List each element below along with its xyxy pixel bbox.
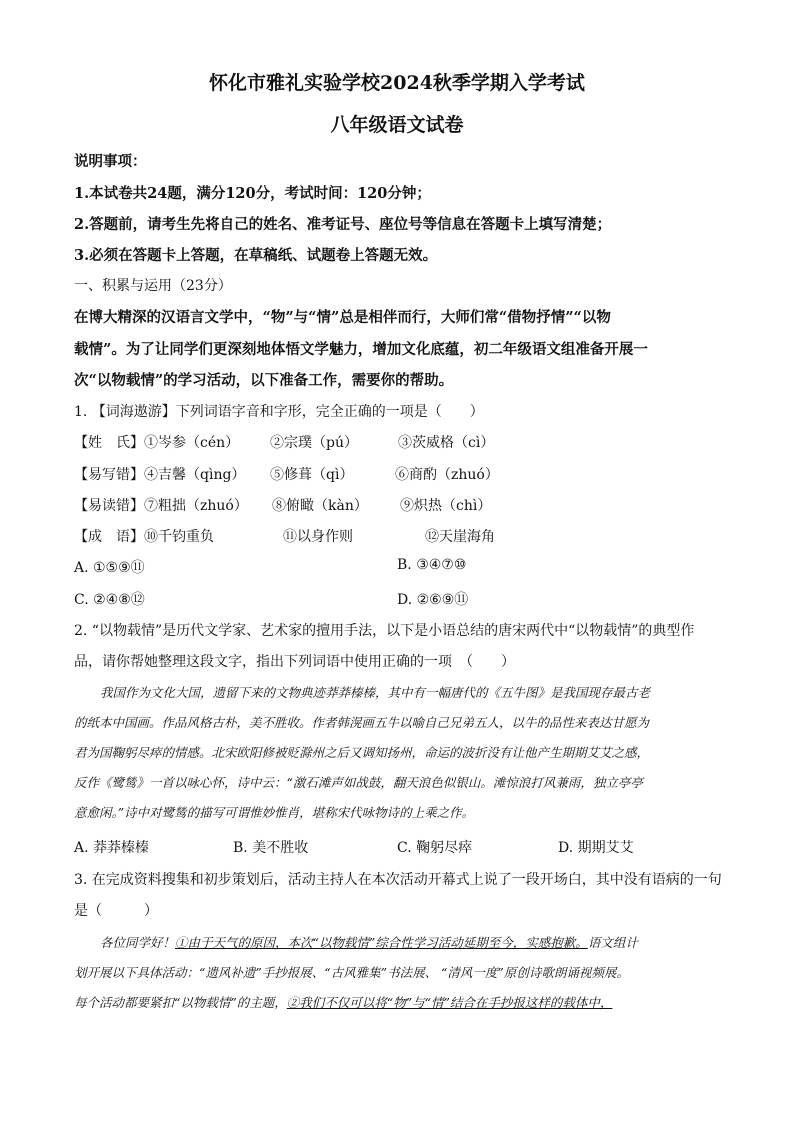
exam-title: 怀化市雅礼实验学校2024秋季学期入学考试: [209, 72, 585, 94]
exam-subtitle: 八年级语文试卷: [330, 114, 464, 136]
q2-passage-line: 我国作为文化大国，遗留下来的文物典迹莽莽榛榛，其中有一幅唐代的《五牛图》是我国现存最古老: [100, 685, 651, 700]
question-3-stem: 是（ ）: [74, 903, 158, 919]
section-intro-line: 在博大精深的汉语言文学中，“物”与“情”总是相伴而行，大师们常“借物抒情”“以物: [74, 309, 611, 326]
note-item: 3.必须在答题卡上答题，在草稿纸、试题卷上答题无效。: [74, 247, 438, 264]
note-item: 1.本试卷共24题，满分120分，考试时间：120分钟；: [74, 185, 431, 202]
question-3-stem: 3. 在完成资料搜集和初步策划后，活动主持人在本次活动开幕式上说了一段开场白，其中没有语病的一句: [74, 872, 722, 888]
q2-passage-line: 君为国鞠躬尽瘁的情感。北宋欧阳修被贬滁州之后又调知扬州，命运的波折没有让他产生期期艾艾之感，: [74, 745, 650, 760]
note-item: 2.答题前，请考生先将自己的姓名、准考证号、座位号等信息在答题卡上填写清楚；: [74, 216, 612, 233]
q1-item: ⑨炽热（chì）: [400, 498, 492, 514]
question-2-stem: 品，请你帮她整理这段文字，指出下列词语中使用正确的一项 （ ）: [74, 654, 515, 670]
q3-sentence-1: ①由于天气的原因，本次“以物载情”综合性学习活动延期至今，实感抱歉。: [175, 935, 588, 950]
q2-passage-line: 意愈闲。”诗中对鹭鸶的描写可谓惟妙惟肖，堪称宋代咏物诗的上乘之作。: [74, 805, 475, 820]
q1-option-b: B. ③④⑦⑩: [397, 557, 467, 573]
q1-item: ⑧俯瞰（kàn）: [272, 498, 368, 514]
section-heading: 一、积累与运用（23分）: [74, 278, 232, 294]
q1-item: 【易写错】④吉馨（qìng）: [74, 467, 246, 483]
q2-option-d: D. 期期艾艾: [558, 840, 634, 856]
q2-option-a: A. 莽莽榛榛: [74, 840, 150, 856]
q1-option-a: A. ①⑤⑨⑪: [74, 560, 145, 576]
question-1-stem: 1. 【词海遨游】下列词语字音和字形，完全正确的一项是（ ）: [74, 404, 484, 420]
q3-passage-line: [100, 933, 638, 951]
question-2-stem: 2. “以物载情”是历代文学家、艺术家的擅用手法，以下是小语总结的唐宋两代中“以物载情”的典型作: [74, 623, 695, 639]
q1-item: ⑥商酌（zhuó）: [395, 467, 499, 483]
q3-passage-text: 每个活动都要紧扣“以物载情”的主题，: [74, 995, 287, 1010]
q1-item: ⑪以身作则: [283, 529, 353, 545]
q1-item: ②宗璞（pú）: [270, 435, 358, 451]
q3-passage-line: [74, 993, 612, 1011]
q2-option-b: B. 美不胜收: [233, 840, 309, 856]
section-intro-line: 次“以物载情”的学习活动，以下准备工作，需要你的帮助。: [74, 372, 454, 389]
q1-item: 【易读错】⑦粗拙（zhuó）: [74, 498, 248, 514]
q1-item: ⑫天崖海角: [425, 529, 495, 545]
notes-heading: 说明事项：: [74, 153, 147, 170]
q1-item: ③茨威格（cì）: [398, 435, 495, 451]
q3-passage-text: 语文组计: [587, 935, 638, 950]
q1-item: ⑤修葺（qì）: [270, 467, 354, 483]
q3-passage-line: 划开展以下具体活动：“遗风补遗”手抄报展、“古风雅集”书法展、 “清风一度”原创诗歌朗诵视频展。: [74, 965, 629, 980]
q1-item: 【成 语】⑩千钧重负: [74, 529, 214, 545]
q1-option-d: D. ②⑥⑨⑪: [397, 592, 469, 608]
q2-passage-line: 反作《鹭鸶》一首以咏心怀，诗中云：“激石滩声如战鼓，翻天浪色似银山。滩惊浪打风兼雨，独立亭亭: [74, 775, 643, 790]
q2-passage-line: 的纸本中国画。作品风格古朴，美不胜收。作者韩滉画五牛以喻自己兄弟五人，以牛的品性来表达甘愿为: [74, 715, 650, 730]
q1-option-c: C. ②④⑧⑫: [74, 592, 145, 608]
q1-item: 【姓 氏】①岑参（cén）: [74, 435, 240, 451]
q2-option-c: C. 鞠躬尽瘁: [397, 840, 473, 856]
q3-sentence-2: ②我们不仅可以将“物”与“情”结合在手抄报这样的载体中，: [286, 995, 613, 1010]
section-intro-line: 载情”。为了让同学们更深刻地体悟文学魅力，增加文化底蕴，初二年级语文组准备开展一: [74, 341, 648, 358]
q3-greeting: 各位同学好！: [100, 935, 176, 950]
